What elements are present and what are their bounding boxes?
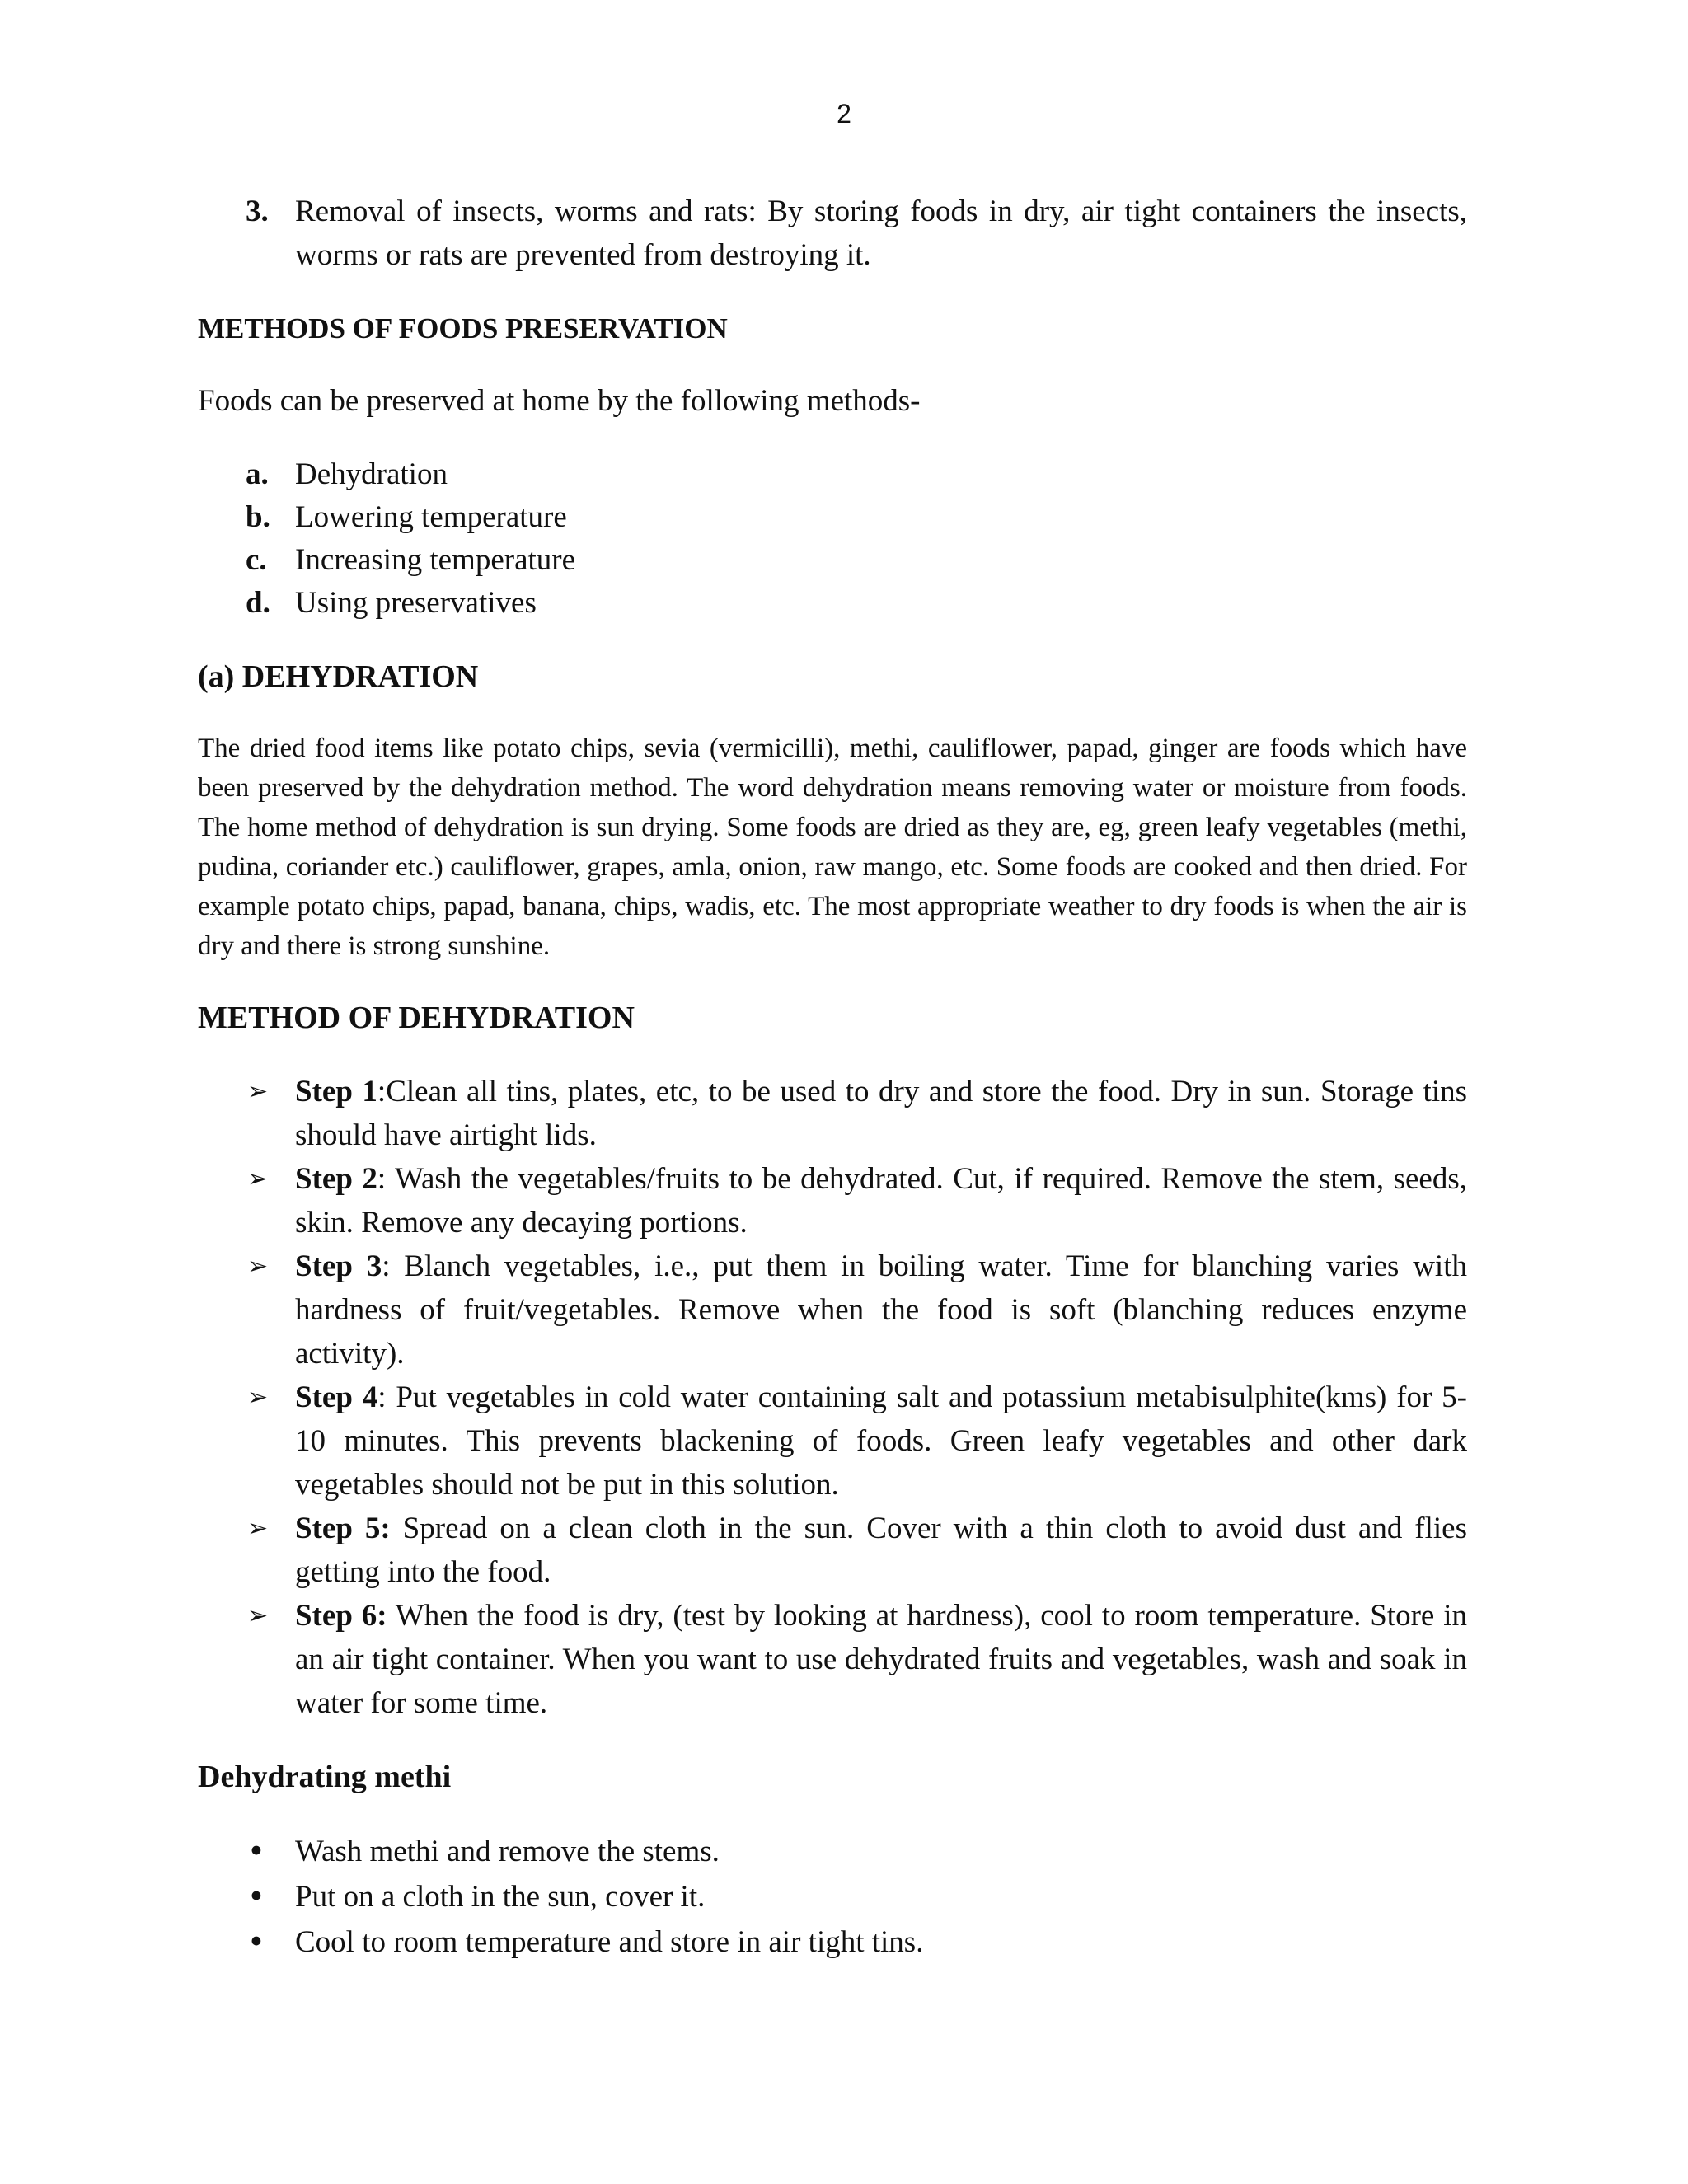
step-label: Step 1 xyxy=(295,1075,377,1108)
list-marker: a. xyxy=(246,457,269,491)
methi-steps-list xyxy=(198,1829,1467,1965)
list-item xyxy=(198,453,1467,496)
list-item xyxy=(198,582,1467,625)
arrow-bullet-icon: ➢ xyxy=(247,1077,269,1106)
numbered-item-3 xyxy=(198,190,1467,277)
step-label: Step 6: xyxy=(295,1599,387,1633)
step-sep: : xyxy=(377,1162,387,1196)
list-item-text: Wash methi and remove the stems. xyxy=(295,1835,720,1868)
dot-bullet-icon: • xyxy=(247,1834,265,1869)
arrow-bullet-icon: ➢ xyxy=(247,1383,269,1412)
list-item-text: Dehydration xyxy=(295,457,448,491)
list-item-text: Using preservatives xyxy=(295,586,537,620)
dehydration-paragraph: The dried food items like potato chips, sevia (vermicilli), methi, cauliflower, papad, ginger are foods which have been preserved by the dehydration method. The word dehydration means removing water or moisture from foods. The home method of dehydration is sun drying. Some foods are dried as they are, eg, green leafy vegetables (methi, pudina, coriander etc.) cauliflower, grapes, amla, onion, raw mango, etc. Some foods are cooked and then dried. For example potato chips, papad, banana, chips, wadis, etc. The most appropriate weather to dry foods is when the air is dry and there is strong sunshine. xyxy=(198,733,1467,961)
list-item-text: Put on a cloth in the sun, cover it. xyxy=(295,1880,706,1914)
step-text: Wash the vegetables/fruits to be dehydrated. Cut, if required. Remove the stem, seeds, skin. Remove any decaying portions. xyxy=(295,1162,1467,1240)
dehydration-steps xyxy=(198,1070,1467,1725)
methods-heading: METHODS OF FOODS PRESERVATION xyxy=(198,312,728,344)
list-item xyxy=(198,1829,1467,1874)
step-label: Step 2 xyxy=(295,1162,377,1196)
list-item xyxy=(198,1919,1467,1965)
step-sep: : xyxy=(382,1249,391,1283)
item-text: Removal of insects, worms and rats: By storing foods in dry, air tight containers the insects, worms or rats are prevented from destroying it. xyxy=(295,194,1467,272)
step-text: Put vegetables in cold water containing salt and potassium metabisulphite(kms) for 5-10 minutes. This prevents blackening of foods. Green leafy vegetables and other dark vegetables should not be put in this solution. xyxy=(295,1380,1467,1502)
method-of-dehydration-heading: METHOD OF DEHYDRATION xyxy=(198,1001,635,1035)
step-sep: : xyxy=(377,1075,387,1108)
dehydration-heading: (a) DEHYDRATION xyxy=(198,659,479,694)
methods-intro: Foods can be preserved at home by the following methods- xyxy=(198,384,921,418)
step-text: Clean all tins, plates, etc, to be used to dry and store the food. Dry in sun. Storage tins should have airtight lids. xyxy=(295,1075,1467,1152)
arrow-bullet-icon: ➢ xyxy=(247,1252,269,1281)
step-item xyxy=(198,1244,1467,1376)
page-content xyxy=(198,190,1467,1965)
step-label: Step 5: xyxy=(295,1511,391,1545)
list-marker: c. xyxy=(246,543,267,577)
step-label: Step 3 xyxy=(295,1249,382,1283)
step-text: When the food is dry, (test by looking at hardness), cool to room temperature. Store in an air tight container. When you want to use dehydrated fruits and vegetables, wash and soak in water for some time. xyxy=(295,1599,1467,1720)
list-item xyxy=(198,496,1467,539)
dot-bullet-icon: • xyxy=(247,1879,265,1915)
list-marker: b. xyxy=(246,500,270,534)
dot-bullet-icon: • xyxy=(247,1924,265,1960)
step-item xyxy=(198,1594,1467,1725)
dehydrating-methi-heading: Dehydrating methi xyxy=(198,1760,452,1794)
step-item xyxy=(198,1070,1467,1157)
list-item-text: Cool to room temperature and store in air tight tins. xyxy=(295,1925,924,1959)
list-item-text: Lowering temperature xyxy=(295,500,567,534)
list-marker: d. xyxy=(246,586,270,620)
step-text: Spread on a clean cloth in the sun. Cover with a thin cloth to avoid dust and flies getting into the food. xyxy=(295,1511,1467,1589)
methods-list xyxy=(198,453,1467,625)
list-item xyxy=(198,1874,1467,1919)
step-sep: : xyxy=(377,1380,387,1414)
arrow-bullet-icon: ➢ xyxy=(247,1601,269,1630)
step-item xyxy=(198,1507,1467,1594)
arrow-bullet-icon: ➢ xyxy=(247,1514,269,1543)
step-text: Blanch vegetables, i.e., put them in boiling water. Time for blanching varies with hardness of fruit/vegetables. Remove when the food is soft (blanching reduces enzyme activity). xyxy=(295,1249,1467,1371)
list-item xyxy=(198,539,1467,582)
step-label: Step 4 xyxy=(295,1380,378,1414)
list-item-text: Increasing temperature xyxy=(295,543,576,577)
item-number: 3. xyxy=(246,194,269,228)
page-number: 2 xyxy=(837,99,851,129)
arrow-bullet-icon: ➢ xyxy=(247,1165,269,1193)
step-item xyxy=(198,1157,1467,1244)
step-item xyxy=(198,1376,1467,1507)
